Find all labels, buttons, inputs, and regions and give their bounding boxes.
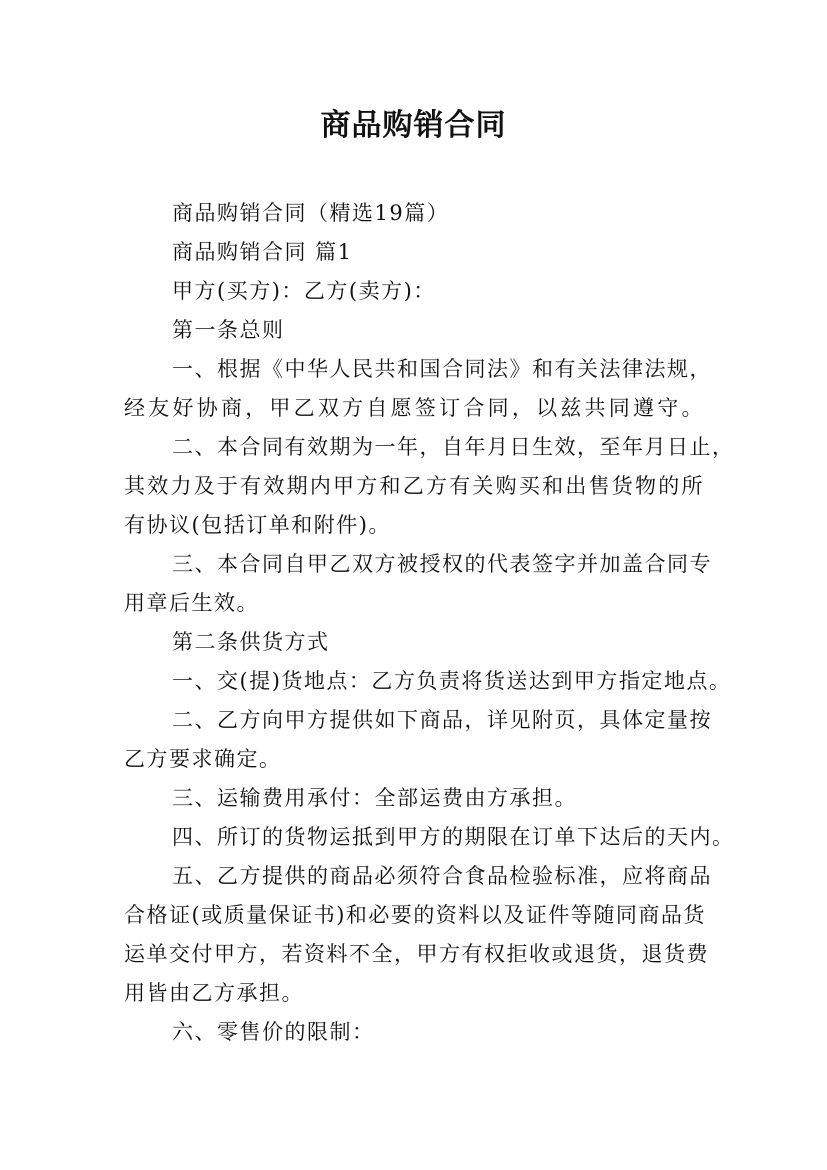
text-line: 二、乙方向甲方提供如下商品，详见附页，具体定量按 — [172, 708, 712, 732]
document-title: 商品购销合同 — [320, 108, 507, 143]
text-line: 二、本合同有效期为一年，自年月日生效，至年月日止， — [172, 435, 735, 459]
text-line: 商品购销合同 篇1 — [172, 240, 353, 264]
text-line: 运单交付甲方，若资料不全，甲方有权拒收或退货，退货费 — [124, 942, 709, 966]
text-line: 合格证(或质量保证书)和必要的资料以及证件等随同商品货 — [124, 903, 706, 927]
text-line: 用皆由乙方承担。 — [124, 981, 304, 1005]
text-line: 其效力及于有效期内甲方和乙方有关购买和出售货物的所 — [124, 474, 704, 498]
text-line: 有协议(包括订单和附件)。 — [124, 513, 391, 537]
text-line: 甲方(买方)：乙方(卖方)： — [172, 279, 436, 303]
text-line: 一、根据《中华人民共和国合同法》和有关法律法规， — [172, 357, 712, 381]
text-line: 四、所订的货物运抵到甲方的期限在订单下达后的天内。 — [172, 825, 735, 849]
text-line: 经友好协商，甲乙双方自愿签订合同，以兹共同遵守。 — [124, 396, 704, 420]
text-line: 五、乙方提供的商品必须符合食品检验标准，应将商品 — [172, 864, 712, 888]
text-line: 用章后生效。 — [124, 591, 259, 615]
document-body — [124, 194, 735, 1052]
section-heading: 第一条总则 — [172, 318, 285, 342]
text-line: 商品购销合同（精选19篇） — [172, 201, 450, 225]
text-line: 六、零售价的限制： — [172, 1020, 375, 1044]
section-heading: 第二条供货方式 — [172, 630, 330, 654]
text-line: 一、交(提)货地点：乙方负责将货送达到甲方指定地点。 — [172, 669, 732, 693]
text-line: 三、本合同自甲乙双方被授权的代表签字并加盖合同专 — [172, 552, 712, 576]
text-line: 乙方要求确定。 — [124, 747, 282, 771]
text-line: 三、运输费用承付：全部运费由方承担。 — [172, 786, 577, 810]
